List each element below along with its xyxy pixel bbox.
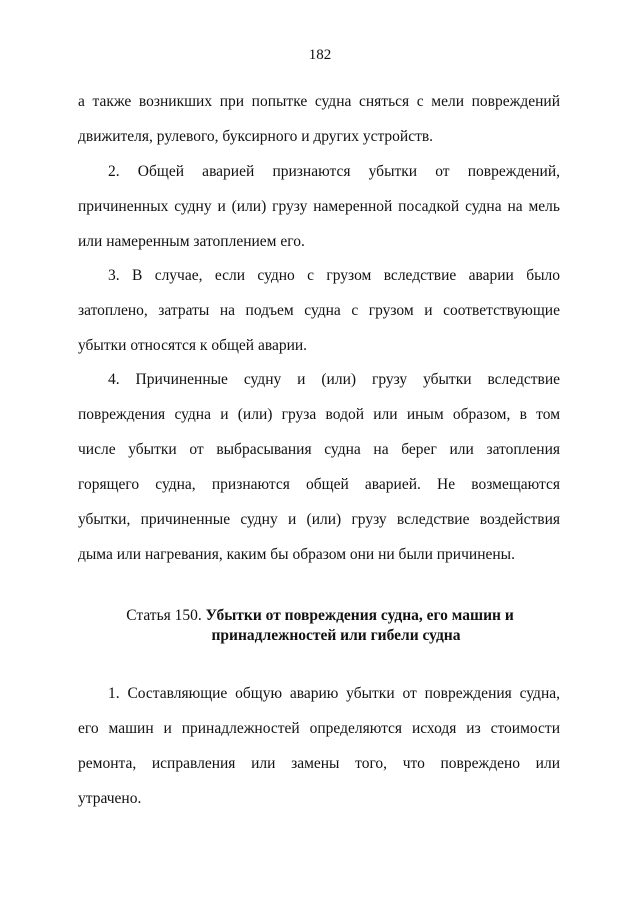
text-line: его машин и принадлежностей определяются исходя из стоимости — [78, 720, 560, 737]
article-title: Убытки от повреждения судна, его машин и — [205, 607, 514, 624]
text-line: утрачено. — [78, 790, 142, 807]
text-line: повреждения судна и (или) груза водой или иным образом, в том — [78, 406, 560, 423]
paragraph-3 — [78, 258, 560, 363]
article-title-continuation: принадлежностей или гибели судна — [211, 627, 461, 644]
text-line: 2. Общей аварией признаются убытки от повреждений, — [108, 163, 560, 180]
page-number: 182 — [308, 47, 332, 63]
text-line: 1. Составляющие общую аварию убытки от повреждения судна, — [108, 685, 560, 702]
article-paragraph-1 — [78, 676, 560, 816]
text-line: убытки относятся к общей аварии. — [78, 337, 308, 354]
text-line: затоплено, затраты на подъем судна с грузом и соответствующие — [78, 302, 560, 319]
paragraph-2 — [78, 154, 560, 259]
text-line: убытки, причиненные судну и (или) грузу вследствие воздействия — [78, 511, 560, 528]
text-line: горящего судна, признаются общей аварией. Не возмещаются — [78, 476, 560, 493]
text-line: причиненных судну и (или) грузу намеренной посадкой судна на мель — [78, 198, 560, 215]
text-line: а также возникших при попытке судна сняться с мели повреждений — [78, 93, 560, 110]
text-line: числе убытки от выбрасывания судна на берег или затопления — [78, 441, 560, 458]
paragraph-continuation — [78, 84, 560, 154]
text-line: или намеренным затоплением его. — [78, 233, 305, 250]
article-heading-line — [0, 606, 640, 626]
text-line: ремонта, исправления или замены того, что повреждено или — [78, 755, 560, 772]
paragraph-4 — [78, 362, 560, 572]
article-label: Статья 150. — [126, 607, 202, 624]
text-line: 4. Причиненные судну и (или) грузу убытки вследствие — [108, 371, 560, 388]
article-heading — [0, 606, 640, 646]
text-line: дыма или нагревания, каким бы образом они ни были причинены. — [78, 546, 515, 563]
text-line: движителя, рулевого, буксирного и других устройств. — [78, 128, 434, 145]
text-line: 3. В случае, если судно с грузом вследствие аварии было — [108, 267, 560, 284]
